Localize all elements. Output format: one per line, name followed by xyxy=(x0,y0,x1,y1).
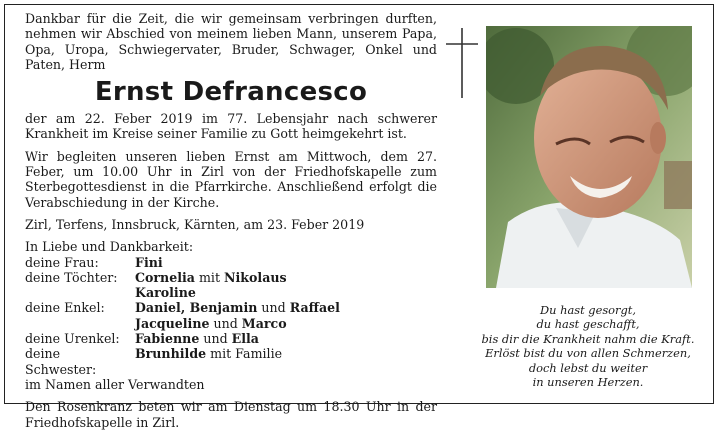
deceased-name: Ernst Defrancesco xyxy=(94,77,368,108)
relative-row xyxy=(25,270,437,285)
poem-line: in unseren Herzen. xyxy=(532,375,644,390)
relative-row xyxy=(25,331,437,346)
relative-name: Nikolaus xyxy=(224,269,287,285)
relative-names xyxy=(135,285,437,300)
relative-label: deine Enkel: xyxy=(25,300,105,316)
relative-name: Daniel, Benjamin xyxy=(135,300,258,316)
relative-label: deine Urenkel: xyxy=(25,331,120,347)
intro-paragraph: Dankbar für die Zeit, die wir gemeinsam verbringen durften, nehmen wir Abschied von meinem lieben Mann, unserem Papa, Opa, Uropa, Schwiegervater, Bruder, Schwager, Onkel und Paten, Herm xyxy=(25,11,437,72)
poem-line: doch lebst du weiter xyxy=(528,360,648,375)
relative-names xyxy=(135,331,437,346)
relative-connector: mit Familie xyxy=(206,346,283,362)
relative-connector: und xyxy=(209,315,242,331)
relative-row xyxy=(25,316,437,331)
portrait-illustration xyxy=(486,26,692,288)
relative-connector: und xyxy=(199,331,232,347)
funeral-info: Wir begleiten unseren lieben Ernst am Mittwoch, dem 27. Feber, um 10.00 Uhr in Zirl von der Friedhofskapelle zum Sterbegottesdienst in die Pfarrkirche. Anschließend erfolgt die Verabschiedung in der Kirche. xyxy=(25,148,437,210)
relative-names xyxy=(135,346,437,377)
place-date: Zirl, Terfens, Innsbruck, Kärnten, am 23. Feber 2019 xyxy=(25,216,365,232)
poem xyxy=(470,303,706,389)
relative-name: Fini xyxy=(135,254,163,270)
relative-row xyxy=(25,346,437,377)
relative-label: deine Töchter: xyxy=(25,269,118,285)
relative-label xyxy=(25,285,135,300)
relative-connector: mit xyxy=(194,269,225,285)
relative-name: Ella xyxy=(231,331,259,347)
poem-line: Erlöst bist du von allen Schmerzen, xyxy=(485,346,691,361)
relative-names xyxy=(135,255,437,270)
relative-names xyxy=(135,270,437,285)
obituary-text xyxy=(25,11,437,430)
poem-line: bis dir die Krankheit nahm die Kraft. xyxy=(481,331,695,346)
relative-names xyxy=(135,316,437,331)
relative-name: Jacqueline xyxy=(135,315,210,331)
relative-name: Karoline xyxy=(135,285,196,301)
mourners-intro: In Liebe und Dankbarkeit: xyxy=(25,239,194,255)
relative-name: Marco xyxy=(241,315,287,331)
rosary-info: Den Rosenkranz beten wir am Dienstag um 18.30 Uhr in der Friedhofskapelle in Zirl. xyxy=(25,399,437,430)
relative-row xyxy=(25,285,437,300)
cross-icon xyxy=(446,28,478,98)
relatives-list xyxy=(25,255,437,377)
relative-connector: und xyxy=(257,300,290,316)
relative-name: Raffael xyxy=(289,300,340,316)
relative-label: deine Frau: xyxy=(25,254,99,270)
death-notice: der am 22. Feber 2019 im 77. Lebensjahr nach schwerer Krankheit im Kreise seiner Familie zu Gott heimgekehrt ist. xyxy=(25,111,437,142)
relative-name: Cornelia xyxy=(135,269,195,285)
relatives-closing: im Namen aller Verwandten xyxy=(25,376,205,392)
relative-name: Brunhilde xyxy=(135,346,207,362)
relative-row xyxy=(25,255,437,270)
relative-label xyxy=(25,316,135,331)
relative-name: Fabienne xyxy=(135,331,200,347)
relative-label: deine Schwester: xyxy=(25,346,97,377)
portrait-photo xyxy=(486,26,692,288)
relative-row xyxy=(25,300,437,315)
relative-names xyxy=(135,300,437,315)
poem-line: Du hast gesorgt, xyxy=(540,303,636,317)
poem-line: du hast geschafft, xyxy=(536,317,640,332)
